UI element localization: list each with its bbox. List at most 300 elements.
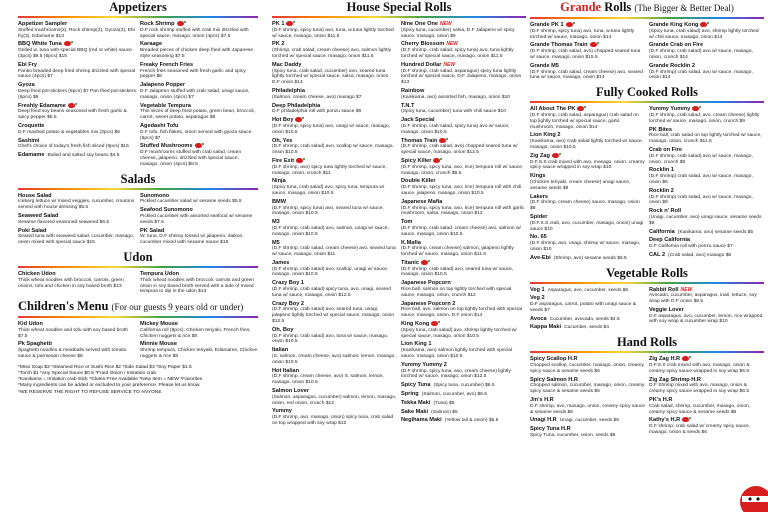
chili-pepper-icon [296,158,303,163]
menu-item [272,219,397,237]
menu-item-description: Thin slices of deep fried potato, green bean, broccoli, carrot, sweet potato, asparagus $8 [140,109,255,121]
menu-item-name-row [140,82,258,89]
menu-item-description: (Yellow tail & onion) $5.5 [444,418,499,424]
menu-item-name: No. 65 [530,234,547,241]
chili-pepper-icon [431,321,438,326]
menu-item-description: (D.F shrimp, avo, unagi, shrimp w/ sauce, masago, onion $10 [530,241,641,252]
menu-item-name-row [649,63,764,70]
menu-item [140,62,258,80]
menu-item-name: Spring [401,391,419,398]
menu-item-description: Iceberg lettuce w/ mixed veggies, cucumber, croutons served with house dressing $5.5 [18,199,135,211]
menu-item-description: (Kanikama, avo) sesame seeds $5 [677,229,754,235]
menu-item-name-row [530,63,645,70]
menu-item-name: Rabbit Roll [649,286,679,293]
grande-right-list [649,22,764,83]
menu-item [401,382,526,389]
menu-item [272,347,397,365]
menu-item [401,62,526,86]
menu-item [272,178,397,196]
menu-item [140,41,258,59]
menu-item-name: Japanese Popcorn 2 [401,300,456,307]
menu-item-name: Vegetable Tempura [140,102,191,109]
menu-item-name-row [530,287,645,294]
menu-item-description: (D.F shrimp, spicy tuna, avo, rice) tempura roll w/ sauce, masago, onion, crunch $9.5 [401,164,524,176]
menu-item-description: (Salmon) $5 [431,409,458,415]
chili-pepper-icon [577,106,584,111]
menu-item-description: (Crab salad, avo) masago $6 [668,252,732,258]
menu-item-name: California [649,228,675,235]
menu-item-name: Avoca [530,315,547,322]
menu-item-name-row [272,88,397,95]
menu-item [272,301,397,325]
menu-item [401,138,526,156]
menu-item-description: (D.F shrimp) crab salad, avo w/ sauce, masago, onion $9 [649,194,753,206]
menu-item-description: (D.F shrimp, spicy tuna, avo, cream cheese) lightly torched w/ sauce, masago, onion $12.5 [401,368,511,380]
menu-item-description: (D.F shrimp, spicy tuna, avo, rice) tempura roll with garlic mushroom, salsa, masago, onion $12 [401,205,525,217]
menu-item-name: Sunomono [140,192,170,199]
menu-item-name: Minnie Mouse [140,341,177,348]
menu-notes [18,365,258,396]
chili-pepper-icon [552,153,559,158]
menu-item-name: PK 2 [272,41,285,48]
chili-pepper-icon [682,417,689,422]
menu-item-name: Lion King 2 [530,132,561,139]
menu-item-description: Rice ball, avo, salmon on top lightly torched with special sauce, masago, onion, D.F onion $14 [401,307,522,319]
house-left-list [272,21,397,429]
salads-left-list [18,193,136,248]
menu-item-description: Chopped salmon, cucumber, masago, onion, creamy spicy sauce & sesame seeds $6 [530,383,645,395]
menu-item-name-row [401,400,526,407]
note-line: *WE RESERVE THE RIGHT TO REFUSE SERVICE TO ANYONE [18,389,162,395]
cooked-right-list [649,106,764,263]
menu-item [530,426,645,439]
menu-item-description: Deep fried soy beans seasoned with fresh garlic & spicy pepper $6.5 [18,109,127,121]
menu-item [530,63,645,81]
menu-item [272,158,397,176]
menu-item-name-row [649,397,764,404]
menu-item-description: Boiled and salted soy beans $4.5 [47,153,120,159]
menu-item-name: Tekka Maki [401,399,431,406]
menu-item-description: Pickled cucumber with assorted seafood w/ sesame seeds $7.5 [140,213,253,225]
menu-item [272,88,397,101]
menu-item-description: Thick wheat noodles with broccoli, carrots and green onion in soy based broth served with a side of mixed tempura to dip in the udon $13 [140,277,254,295]
menu-item [649,397,764,415]
menu-item-description: (S. salmon, cream cheese, avo) salmon, lemon, masago, onion $10.5 [272,354,396,365]
menu-item-name: Yummy Yummy 2 [401,361,447,368]
menu-item [140,143,258,167]
menu-item-description: D.F philadelphia roll with ponzu sauce $9 [272,109,362,115]
chili-pepper-icon [566,22,573,27]
menu-item-description: (D.F shrimp, crab salad, avo, cream cheese) lightly torched w/ sauce, masago, onion, crunch $9 [649,112,760,124]
menu-item-name: Appetizer Sampler [18,21,68,27]
menu-item-name-row [530,324,645,331]
menu-item [530,324,645,331]
menu-item-description: D.F California roll with ponzu sauce $7 [649,244,733,250]
menu-item-description: D.F mushrooms stuffed with crab salad, cream cheese, jalapeno, drizzled with special sauce, masago, onion (4pcs) $8.5 [140,150,242,167]
menu-item-description: (D.F shrimp, spicy tuna) avo, tuna, w.tuna lightly torched w/ sauce, masago, onion $11.5 [272,27,394,39]
menu-item [649,22,764,40]
rainbow-divider [18,266,258,268]
menu-item-name-row [530,106,645,113]
menu-item-name: BMW [272,198,286,205]
menu-item-description: (D.F shrimp, crab salad) avo, tuna w/ sauce, masago, onion $10.5 [272,333,389,345]
chili-pepper-icon [421,260,428,265]
menu-item [140,123,258,141]
new-badge: NEW [446,41,458,48]
menu-item [272,408,397,426]
menu-item [272,327,397,345]
menu-item-description: D.F shrimp, avo, masago, onion, creamy spicy sauce & sesame seeds $6 [530,403,645,415]
menu-item-name-row [18,152,136,159]
menu-item-name: Grande Thomas Train [530,42,588,49]
menu-item [649,106,764,124]
menu-item-name: Cherry Blossom [401,41,445,48]
menu-item [530,316,645,323]
menu-item-name-row [140,271,258,278]
ninja-mascot-icon [728,472,768,512]
menu-item-name-row [649,147,764,154]
menu-item-description: (D.F shrimp, spicy tuna, avo, rice) tempura roll with chili sauce, jalapeno, masago, onion $10.5 [401,185,522,196]
menu-item-name-row [272,199,397,206]
appetizers-right-list [140,21,258,170]
menu-item [272,280,397,298]
menu-item [401,199,526,217]
menu-item-description: (D.F shrimp, crab salad, cream cheese) avo, seared tuna w/ sauce, masago, onion $14 [530,69,643,81]
chili-pepper-icon [692,106,699,111]
menu-item [18,21,136,39]
grande-title-rest: Rolls [604,0,632,14]
menu-item-description: Rice ball, salmon on top lightly torched with special sauce, masago, onion, crunch $12 [401,287,512,298]
udon-right-list [140,271,258,297]
appetizers-left-list [18,21,136,170]
menu-item-name: Spicy Scallop H.R [530,356,578,363]
menu-item [530,377,645,395]
menu-item-name-row [401,391,526,398]
menu-item-name: Veggie Lover [649,306,684,313]
menu-item-name-row [140,21,258,28]
menu-item-name: King Kong [401,321,430,328]
menu-item-name: Rocklin 1 [649,167,674,174]
menu-item-description: D.F shrimp, crab salad w/ creamy spicy sauce, masago, onion & seeds $6 [649,424,751,436]
menu-item-name: Agedashi Tofu [140,122,179,129]
menu-item [530,42,645,60]
menu-item-description: (D.F shrimp, avo, masago, onion) spicy tuna, crab salad on top wrapped with soy wrap $12 [272,415,394,427]
menu-item-name: Rock Shrimp [140,21,175,27]
chili-pepper-icon [64,41,71,46]
rainbow-divider [18,316,258,318]
menu-item-name-row [401,321,526,328]
menu-item-name: Kid Udon [18,321,43,328]
kids-left-list [18,321,136,362]
menu-item-name: Seafood Sunomono [140,207,193,214]
menu-item-name: Spider [530,213,548,220]
menu-item [272,388,397,406]
menu-item [18,321,136,339]
menu-item-name-row [18,321,136,328]
menu-item-name-row [401,382,526,389]
menu-item [18,213,136,226]
menu-item-description: (D.F.S.S crab, avo, cucumber, masago, onion) unagi sauce $10 [530,220,644,232]
menu-item-name: Freshly Edamame [18,102,66,109]
menu-item-name: Rainbow [401,87,425,94]
menu-item-description: (Spicy tuna, cucumber) salsa, D.F Jalapeno w/ spicy sauce, masago, onion $9 [401,27,515,39]
chili-pepper-icon [700,22,707,27]
menu-item-name: Yummy [272,408,292,415]
menu-item-description: (Spicy tuna, cucumber) tuna with chili sauce $10 [401,109,506,115]
menu-item [18,152,136,159]
menu-item-name-row [140,207,258,214]
menu-item-description: (D.F shrimp, cream cheese) sauce, masago, onion $8 [530,200,640,212]
menu-item-description: Spicy Tuna, cucumber, onion, seeds $6 [530,433,616,439]
menu-item-name: Crazy Boy 1 [272,280,305,287]
menu-item-name-row [18,123,136,130]
menu-item-name: Rocklin 2 [649,187,674,194]
chili-pepper-icon [286,21,293,26]
menu-item [649,252,764,259]
menu-item-name: Oh, Yes [272,137,293,144]
menu-item [649,208,764,226]
menu-item-name: T.N.T [401,102,415,109]
menu-item-description: (Spicy tuna, crab salad) avo, shrimp lightly torched w/ chili sauce, masago, onion $14 [649,28,759,40]
menu-item-name-row [530,214,645,221]
menu-item-name: Ninja [272,178,286,185]
menu-item-description: Cucumber, seeds $4 [564,325,609,331]
menu-item-name-row [272,388,397,395]
menu-item [401,301,526,319]
menu-item-name: M5 [272,239,280,246]
menu-item [401,219,526,237]
menu-item [649,167,764,185]
menu-item-description: Seared tuna with seaweed salad, cucumber, masago, onion mixed with special sauce $15 [18,234,135,246]
menu-item-name: Kappa Maki [530,324,562,331]
menu-item [401,400,526,407]
menu-item-name-row [649,229,764,236]
menu-item-name: House Salad [18,192,52,199]
menu-item-name: Double Killer [401,178,436,185]
menu-item [401,178,526,196]
salads-right-list [140,193,258,248]
menu-item-description: (D.F shrimp, crab salad, spicy tuna) avo, tuna lightly torched w/ special sauce, masago, onion $11.5 [401,48,514,59]
menu-item-description: Deep fried pot-stickers (6pcs) $7 Pan fried pot-stickers (6pcs) $8 [18,88,136,100]
menu-item [530,417,645,424]
menu-item-name: Gyoza [18,82,35,89]
menu-item-name: Spicy Killer [401,157,432,164]
menu-item-name: PK Bites [649,126,673,133]
menu-item-description: Chef's choice of today's fresh fish sliced (9pcs) $15 [18,144,129,150]
menu-item-name-row [18,271,136,278]
menu-item-description: French fries seasoned with fresh garlic and spicy pepper $6 [140,68,246,80]
menu-item-description: D.F mashed potato & vegetables mix (3pcs) $6 [18,129,120,135]
menu-item-description: D.F rock shrimp stuffed with crab mix drizzled with special sauce, masago, onion (4pcs) $7.5 [140,27,249,39]
menu-item [530,234,645,252]
menu-item-description: Breaded pieces of chicken deep fried with Japanese style seasoning $7.5 [140,48,254,59]
note-line: *Kanikama = Imitation crab stick *Gluten-Free Available *New Item = NEW *Favorites [18,377,203,383]
hand-right-list [649,356,764,441]
chili-pepper-icon [433,158,440,163]
menu-item [401,21,526,39]
menu-item [140,193,258,206]
menu-item-name: Unagi H.R [530,417,557,424]
menu-item-name: Zig Zag H.R [649,356,681,363]
menu-item [401,321,526,339]
menu-item-description: W. tuna, D.F shrimp tossed w/ jalapeno, daikon, cucumber mixed with sesame sauce $16 [140,234,244,246]
menu-item [272,62,397,86]
menu-item-name: Crab on Fire [649,146,682,153]
menu-item-name: Grande King Kong [649,22,699,28]
menu-item [18,41,136,59]
menu-item-name: Tom [401,219,413,226]
menu-item-name-row [401,158,526,165]
menu-item-name-row [530,417,645,424]
menu-item [649,229,764,236]
menu-item-name-row [530,316,645,323]
menu-item-name-row [649,188,764,195]
menu-item [530,295,645,313]
menu-item [530,132,645,150]
menu-item-name: Poki Salad [18,227,47,234]
left-column [18,0,258,512]
menu-item-description: Cucumber, avocado, seeds $4.5 [549,316,620,322]
rainbow-divider [530,282,764,284]
menu-item-name: PK's H.R [649,397,673,404]
menu-item [272,103,397,116]
menu-item-description: D.F asparagus, avo, cucumber, lemon, rice wrapped with soy wrap & cucumber wrap $10 [649,313,763,325]
menu-item-name-row [18,62,136,69]
menu-item-name-row [272,62,397,69]
menu-item-name-row [18,21,136,28]
kids-title-row [18,299,258,315]
salads-title: Salads [120,171,156,186]
udon-title: Udon [123,249,153,264]
menu-item [18,82,136,100]
menu-item-name: Grande M5 [530,62,559,69]
menu-item [401,280,526,298]
chili-pepper-icon [439,138,446,143]
kids-subtitle: (For our guests 9 years old or under) [111,302,244,313]
menu-item [401,103,526,116]
menu-item-name: Edamame [18,152,45,159]
menu-item-name: Freaky French Fries [140,61,194,68]
menu-item-name: Kathy's H.R [649,417,681,424]
veg-right-list [649,287,764,334]
menu-item-name-row [401,117,526,124]
menu-item [649,127,764,145]
menu-item-name: Nine One One [401,21,438,27]
menu-item-name: Stuffed Mushrooms [140,143,193,150]
menu-item [649,188,764,206]
cooked-title: Fully Cooked Rolls [595,85,699,100]
menu-item-name: Jack Special [401,117,435,124]
menu-item-name: Hundred Dollar [401,61,442,68]
menu-item-name-row [530,397,645,404]
menu-item [530,356,645,374]
menu-item-name: Yummy Yummy [649,106,691,113]
menu-item-description: Avocado, cucumber, asparagus, inari, lettuce, soy wrap with D.F onion $8.5 [649,293,757,305]
menu-item-name: PK Salad [140,227,165,234]
menu-item-name-row [649,307,764,314]
menu-item-name: Croquette [18,122,45,129]
veg-left-list [530,287,645,334]
menu-item-name-row [272,219,397,226]
menu-item-description: Pickled cucumber salad w/ sesame seeds $5.5 [140,199,242,205]
menu-item [401,88,526,101]
menu-item-description: Shrimp tempura, Chicken teriyaki, Edamame, Chicken nuggets & rice $8 [140,348,258,360]
menu-item-name-row [272,21,397,28]
menu-item-description: (Tuna) $5 [433,400,455,406]
menu-item-description: (D.F shrimp, spicy tuna) avo, seared tuna w/ sauce, masago, onion $10.5 [272,205,384,217]
menu-item-description: Spaghetti noodles & meatballs served with tomato sauce & parmesan cheese $8 [18,348,127,360]
menu-item-name: Fire Exit [272,157,295,164]
menu-item [18,193,136,211]
menu-item [272,199,397,217]
menu-item [649,237,764,250]
menu-item-description: (Spicy tuna, crab salad) avo, spicy tuna, tempura w/ sauce, masago, onion $10.5 [272,185,385,196]
menu-item-name: K.Mafia [401,239,421,246]
middle-column [272,0,526,512]
new-badge: NEW [440,21,452,27]
rainbow-divider [530,351,764,353]
note-line: *Many ingredients can be added or excluded to your preference. Please let us know. [18,383,201,389]
menu-item [530,397,645,415]
menu-item-name-row [401,62,526,69]
menu-item-description: (D.F shrimp, crab salad) avo w/ sauce, masago, onion, crunch $14 [649,49,753,60]
menu-item-name: Jalapeno Popper [140,82,186,89]
menu-item-description: D.F.S.S crab mixed with avo, masago, onion, creamy spicy sauce wrapped in soy wrap $10 [530,159,645,171]
menu-item-name: Salmon Lover [272,388,309,395]
menu-item-description: California roll (9pcs), Chicken teriyaki, French fries, Chicken nuggets & rice $8 [140,327,251,339]
menu-item-description: (Salmon, asparagus, cucumber) salmon, lemon, masago, onion, red onion, crunch $12 [272,394,397,406]
menu-item-name-row [649,106,764,113]
menu-item [140,103,258,121]
menu-item-name: Hot Boy [272,117,294,124]
menu-item-name: Japanese Mafia [401,198,443,205]
menu-item-description: (D.F shrimp) crab salad, avo w/ sauce, masago, onion $14 [649,69,753,81]
menu-item-description: Crab salad, shrimp, cucumber, masago, onion, creamy spicy sauce & sesame seeds $6 [649,403,751,415]
menu-item-name: Lion King 1 [401,341,432,348]
menu-item [649,42,764,60]
menu-item [140,207,258,225]
menu-item-name-row [401,409,526,416]
menu-item-name-row [649,252,764,259]
menu-item [401,260,526,278]
menu-item-name: Spicy Tuna [401,382,431,389]
menu-item [272,41,397,59]
menu-item-name: Ebi Fry [18,61,37,68]
menu-item-name: Grande PK 1 [530,22,564,28]
note-line: *Torch $1 *Any Special Sauce $0.5 *Fried Onion / Imitation crab [18,371,157,377]
menu-item [401,41,526,59]
grande-subtitle: (The Bigger & Better Deal) [634,3,734,13]
menu-item-description: (D.F shrimp, avo) spicy tuna lightly torched w/ sauce, masago, onion, crunch $11 [272,164,387,176]
grande-title-red: Grande [560,0,602,14]
veg-title: Vegetable Rolls [606,265,688,280]
menu-item-description: Rice ball, crab salad on top lightly torched w/ sauce, masago, onion, crunch $11.5 [649,133,762,145]
menu-item [530,287,645,294]
chili-pepper-icon [195,143,202,148]
menu-item-description: (D.F shrimp, crab salad) avo, scallop w/ sauce, masago, onion $10.5 [272,144,394,156]
menu-item-name: Seaweed Salad [18,212,59,219]
menu-item-description: D.F Jalapeno stuffed with crab salad, unagi sauce, masago, onion (4pcs) $7 [140,88,250,100]
menu-item-name: All About The PK [530,106,576,113]
menu-item-description: (D.F shrimp) crab salad, avo w/ sauce, masago, onion $6 [649,174,753,185]
menu-item-name-row [140,123,258,130]
menu-item-description: (D.F shrimp, spicy tuna) avo, unagi w/ sauce, masago, onion $10.5 [272,123,390,135]
menu-item-name: Mickey Mouse [140,321,178,328]
menu-item-description: (Shrimp, avo) sesame seeds $6.5 [553,255,627,261]
menu-item [530,173,645,191]
menu-item-name: Grande Crab on Fire [649,42,704,49]
menu-item-description: D.F Shrimp mixed with avo, masago, onion & creamy spicy sauce wrapped in soy wrap $6.5 [649,383,750,395]
